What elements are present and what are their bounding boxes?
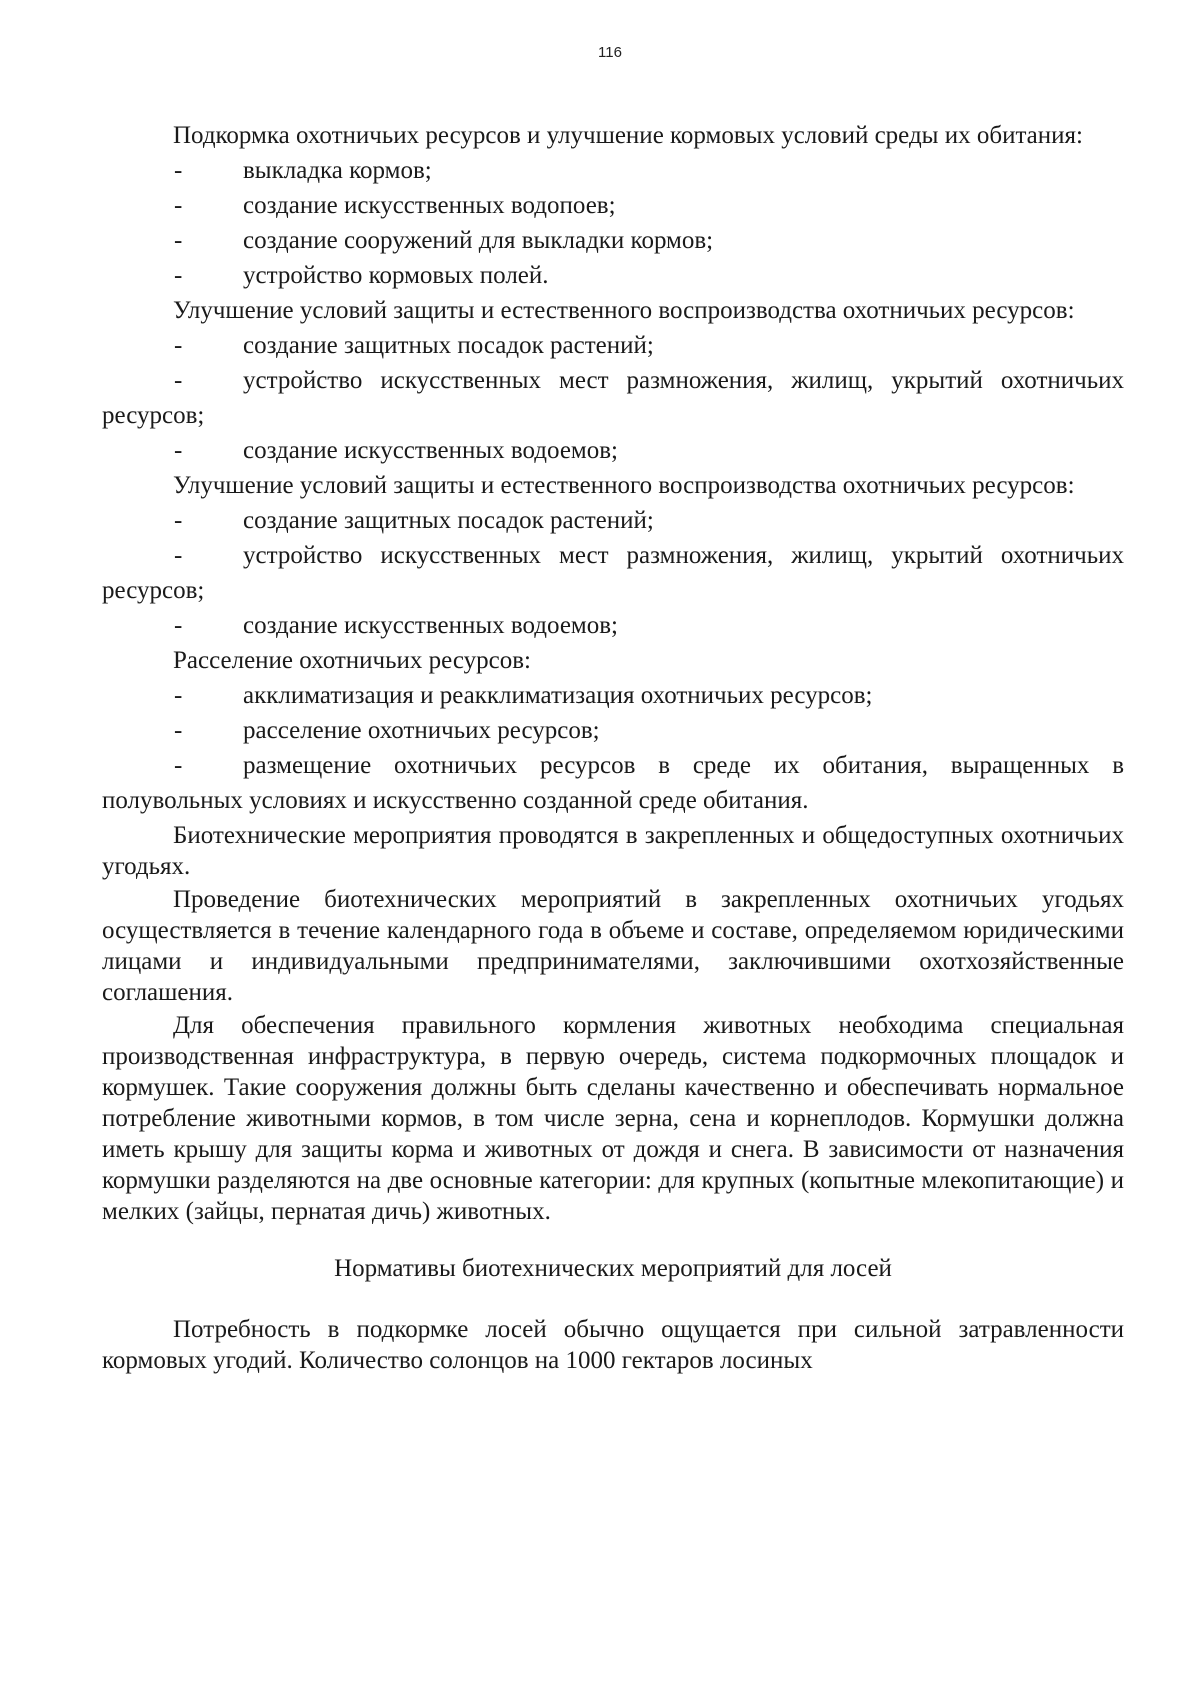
list-item-text: создание искусственных водопоев; xyxy=(243,192,616,219)
document-body xyxy=(102,118,1124,1376)
list-item-text: выкладка кормов; xyxy=(243,157,432,184)
list-dash: - xyxy=(174,227,183,254)
list-item-text: устройство искусственных мест размножения, жилищ, укрытий охотничьих ресурсов; xyxy=(102,542,1124,604)
list-item xyxy=(102,433,1124,468)
list-item-text: размещение охотничьих ресурсов в среде их обитания, выращенных в полувольных условиях и искусственно созданной среде обитания. xyxy=(102,752,1124,814)
list-dash: - xyxy=(174,717,183,744)
paragraph: Потребность в подкормке лосей обычно ощущается при сильной затравленности кормовых угодий. Количество солонцов на 1000 гектаров лосиных xyxy=(102,1316,1124,1374)
section-heading: Нормативы биотехнических мероприятий для лосей xyxy=(334,1255,892,1282)
list-item xyxy=(102,188,1124,223)
list-item-text: устройство кормовых полей. xyxy=(243,262,549,289)
paragraph: Улучшение условий защиты и естественного воспроизводства охотничьих ресурсов: xyxy=(173,472,1075,499)
page-number: 116 xyxy=(598,44,622,61)
paragraph: Расселение охотничьих ресурсов: xyxy=(173,647,531,674)
list-item-text: создание защитных посадок растений; xyxy=(243,332,654,359)
list-dash: - xyxy=(174,542,183,569)
list-item-text: создание искусственных водоемов; xyxy=(243,612,618,639)
list-item xyxy=(102,258,1124,293)
list-dash: - xyxy=(174,437,183,464)
list-dash: - xyxy=(174,612,183,639)
list-dash: - xyxy=(174,262,183,289)
list-item-text: создание искусственных водоемов; xyxy=(243,437,618,464)
paragraph: Проведение биотехнических мероприятий в закрепленных охотничьих угодьях осуществляется в течение календарного года в объеме и составе, определяемом юридическими лицами и индивидуальными предпринимателями, заключившими охотхозяйственные соглашения. xyxy=(102,886,1124,1006)
list-dash: - xyxy=(174,157,183,184)
list-item xyxy=(102,503,1124,538)
list-item xyxy=(102,223,1124,258)
list-item-text: создание сооружений для выкладки кормов; xyxy=(243,227,714,254)
list-item xyxy=(102,363,1124,433)
list-dash: - xyxy=(174,507,183,534)
list-item-text: создание защитных посадок растений; xyxy=(243,507,654,534)
list-item xyxy=(102,608,1124,643)
list-dash: - xyxy=(174,192,183,219)
paragraph: Для обеспечения правильного кормления животных необходима специальная производственная инфраструктура, в первую очередь, система подкормочных площадок и кормушек. Такие сооружения должны быть сделаны качественно и обеспечивать нормальное потребление животными кормов, в том числе зерна, сена и корнеплодов. Кормушки должна иметь крышу для защиты корма и животных от дождя и снега. В зависимости от назначения кормушки разделяются на две основные категории: для крупных (копытные млекопитающие) и мелких (зайцы, пернатая дичь) животных. xyxy=(102,1012,1124,1225)
list-item-text: устройство искусственных мест размножения, жилищ, укрытий охотничьих ресурсов; xyxy=(102,367,1124,429)
list-item xyxy=(102,748,1124,818)
list-dash: - xyxy=(174,752,183,779)
list-item xyxy=(102,538,1124,608)
list-item xyxy=(102,713,1124,748)
paragraph: Подкормка охотничьих ресурсов и улучшение кормовых условий среды их обитания: xyxy=(173,122,1083,149)
list-dash: - xyxy=(174,332,183,359)
list-dash: - xyxy=(174,682,183,709)
paragraph: Улучшение условий защиты и естественного воспроизводства охотничьих ресурсов: xyxy=(173,297,1075,324)
list-item xyxy=(102,328,1124,363)
list-item-text: расселение охотничьих ресурсов; xyxy=(243,717,600,744)
list-item-text: акклиматизация и реакклиматизация охотничьих ресурсов; xyxy=(243,682,873,709)
paragraph: Биотехнические мероприятия проводятся в закрепленных и общедоступных охотничьих угодьях. xyxy=(102,822,1124,880)
list-item xyxy=(102,678,1124,713)
list-item xyxy=(102,153,1124,188)
list-dash: - xyxy=(174,367,183,394)
